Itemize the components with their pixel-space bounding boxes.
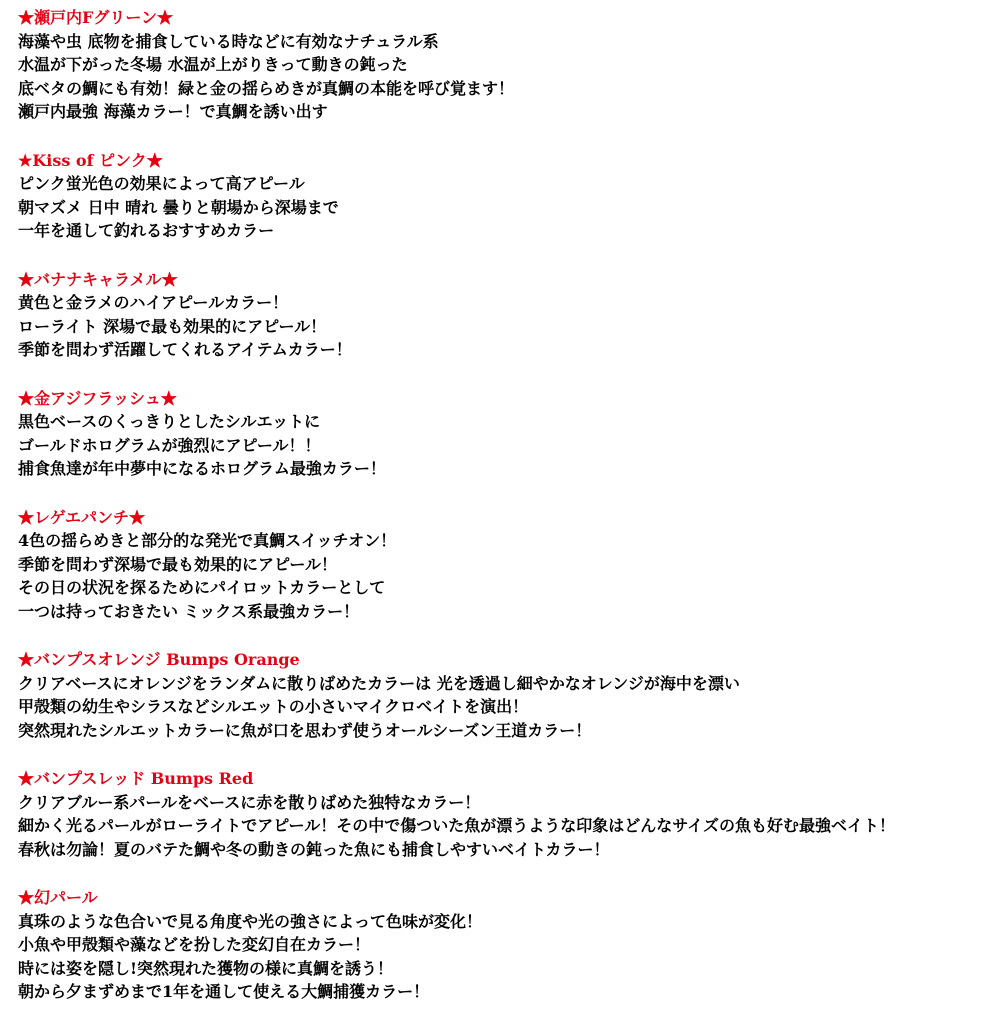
section-banana-caramel	[18, 268, 993, 362]
description-line: 黒色ベースのくっきりとしたシルエットに	[18, 412, 321, 431]
description-line: 季節を問わず深場で最も効果的にアピール！	[18, 554, 338, 574]
description-line: 細かく光るパールがローライトでアピール！その中で傷ついた魚が漂うような印象はどんなサイズの魚も好む最強ベイト！	[18, 816, 895, 835]
description-line: 水温が下がった冬場 水温が上がりきって動きの鈍った	[18, 55, 408, 74]
description-line: 一つは持っておきたい ミックス系最強カラー！	[18, 601, 360, 621]
description-line: 瀬戸内最強 海藻カラー！で真鯛を誘い出す	[18, 102, 328, 121]
description-line: 春秋は勿論！夏のバテた鯛や冬の動きの鈍った魚にも捕食しやすいベイトカラー！	[18, 839, 610, 859]
description-line: 4色の揺らめきと部分的な発光で真鯛スイッチオン！	[18, 531, 397, 550]
description-line: 朝マズメ 日中 晴れ 曇りと朝場から深場まで	[18, 197, 339, 217]
color-description-document	[18, 6, 993, 1029]
section-title: ★幻パール	[18, 888, 98, 907]
description-line: 捕食魚達が年中夢中になるホログラム最強カラー！	[18, 459, 386, 478]
section-title: ★金アジフラッシュ★	[18, 388, 177, 408]
section-title: ★バンプスレッド Bumps Red	[18, 769, 254, 788]
description-line: 底ベタの鯛にも有効！緑と金の揺らめきが真鯛の本能を呼び覚ます！	[18, 78, 515, 98]
description-line: クリアベースにオレンジをランダムに散りばめたカラーは 光を透過し細やかなオレンジが海中を漂い	[18, 673, 740, 693]
description-line: 小魚や甲殻類や藻などを扮した変幻自在カラー！	[18, 935, 371, 954]
section-kiss-of-pink	[18, 149, 993, 243]
section-gold-aji-flash	[18, 387, 993, 481]
description-line: 季節を問わず活躍してくれるアイテムカラー！	[18, 340, 352, 359]
description-line: その日の状況を探るためにパイロットカラーとして	[18, 578, 386, 597]
section-setouchi-f-green	[18, 6, 993, 124]
description-line: 突然現れたシルエットカラーに魚が口を思わず使うオールシーズン王道カラー！	[18, 720, 592, 740]
description-line: 海藻や虫 底物を捕食している時などに有効なナチュラル系	[18, 31, 439, 51]
section-title: ★瀬戸内Fグリーン★	[18, 8, 174, 27]
description-line: ローライト 深場で最も効果的にアピール！	[18, 316, 327, 336]
section-bumps-orange	[18, 648, 993, 742]
description-line: 朝から夕まずめまで1年を通して使える大鯛捕獲カラー！	[18, 982, 430, 1001]
section-reggae-punch	[18, 506, 993, 624]
description-line: ピンク蛍光色の効果によって高アピール	[18, 174, 305, 193]
description-line: 黄色と金ラメのハイアピールカラー！	[18, 293, 289, 312]
section-title: ★バナナキャラメル★	[18, 269, 178, 289]
section-title: ★バンプスオレンジ Bumps Orange	[18, 650, 300, 669]
description-line: 甲殻類の幼生やシラスなどシルエットの小さいマイクロベイトを演出！	[18, 697, 529, 716]
description-line: 時には姿を隠し!突然現れた獲物の様に真鯛を誘う！	[18, 958, 394, 978]
description-line: 一年を通して釣れるおすすめカラー	[18, 221, 275, 240]
section-title: ★レゲエパンチ★	[18, 507, 146, 527]
description-line: ゴールドホログラムが強烈にアピール！！	[18, 435, 321, 455]
section-bumps-red	[18, 767, 993, 861]
description-line: クリアブルー系パールをベースに赤を散りばめた独特なカラー！	[18, 792, 481, 812]
description-line: 真珠のような色合いで見る角度や光の強さによって色味が変化！	[18, 911, 483, 931]
section-title: ★Kiss of ピンク★	[18, 150, 163, 170]
section-maboroshi-pearl	[18, 886, 993, 1004]
